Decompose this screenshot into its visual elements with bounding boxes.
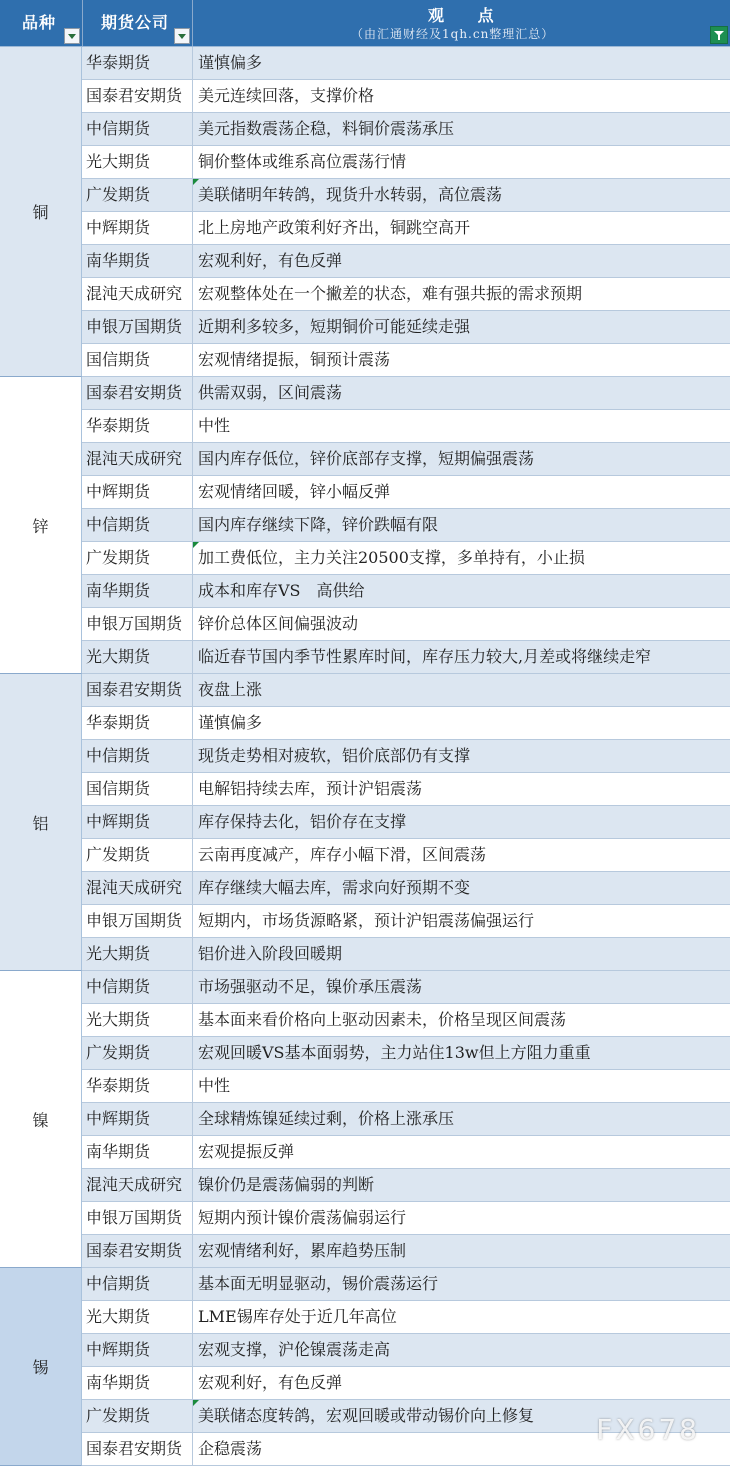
view-cell[interactable]: 电解铝持续去库，预计沪铝震荡 xyxy=(198,779,423,798)
view-cell[interactable]: 锌价总体区间偏强波动 xyxy=(198,614,359,633)
table-row xyxy=(82,410,730,443)
table-row xyxy=(82,212,730,245)
table-row xyxy=(82,608,730,641)
company-cell[interactable]: 光大期货 xyxy=(82,1301,193,1333)
group-rows xyxy=(82,377,730,674)
view-cell[interactable]: LME锡库存处于近几年高位 xyxy=(198,1307,397,1326)
company-cell[interactable]: 华泰期货 xyxy=(82,47,193,79)
header-view-title: 观 点 xyxy=(428,6,508,25)
table-row xyxy=(82,278,730,311)
company-cell[interactable]: 混沌天成研究 xyxy=(82,1169,193,1201)
group-2 xyxy=(0,674,730,971)
company-cell[interactable]: 光大期货 xyxy=(82,1004,193,1036)
table-row xyxy=(82,509,730,542)
group-0 xyxy=(0,47,730,377)
view-cell[interactable]: 北上房地产政策利好齐出，铜跳空高开 xyxy=(198,218,471,237)
company-cell[interactable]: 中辉期货 xyxy=(82,806,193,838)
cell-comment-indicator-icon xyxy=(193,179,199,185)
company-cell[interactable]: 中信期货 xyxy=(82,509,193,541)
view-cell[interactable]: 基本面无明显驱动，锡价震荡运行 xyxy=(198,1274,439,1293)
table-row xyxy=(82,1169,730,1202)
watermark-logo: FX678 xyxy=(596,1413,700,1446)
view-cell[interactable]: 宏观支撑，沪伦镍震荡走高 xyxy=(198,1340,391,1359)
table-row xyxy=(82,1235,730,1268)
table-row xyxy=(82,179,730,212)
table-header xyxy=(0,0,730,47)
view-cell[interactable]: 镍价仍是震荡偏弱的判断 xyxy=(198,1175,375,1194)
company-cell[interactable]: 南华期货 xyxy=(82,575,193,607)
cell-comment-indicator-icon xyxy=(193,542,199,548)
view-cell[interactable]: 谨慎偏多 xyxy=(198,53,263,72)
view-filter-active-icon[interactable] xyxy=(710,26,728,44)
table-row xyxy=(82,1268,730,1301)
view-cell[interactable]: 现货走势相对疲软，铝价底部仍有支撑 xyxy=(198,746,471,765)
table-body xyxy=(0,47,730,1466)
table-row xyxy=(82,1301,730,1334)
company-cell[interactable]: 广发期货 xyxy=(82,179,193,211)
view-cell[interactable]: 美联储态度转鸽，宏观回暖或带动锡价向上修复 xyxy=(198,1406,535,1425)
table-row xyxy=(82,971,730,1004)
table-row xyxy=(82,47,730,80)
category-cell[interactable]: 铝 xyxy=(0,674,82,971)
company-cell[interactable]: 中信期货 xyxy=(82,1268,193,1300)
header-view xyxy=(193,0,730,46)
table-row xyxy=(82,674,730,707)
view-cell[interactable]: 国内库存低位，锌价底部存支撑，短期偏强震荡 xyxy=(198,449,535,468)
table-row xyxy=(82,1367,730,1400)
company-cell[interactable]: 南华期货 xyxy=(82,1136,193,1168)
company-cell[interactable]: 华泰期货 xyxy=(82,707,193,739)
table-row xyxy=(82,938,730,971)
view-cell[interactable]: 美联储明年转鸽，现货升水转弱，高位震荡 xyxy=(198,185,503,204)
view-cell[interactable]: 宏观情绪利好，累库趋势压制 xyxy=(198,1241,407,1260)
header-company xyxy=(82,0,193,46)
company-cell[interactable]: 国泰君安期货 xyxy=(82,80,193,112)
table-row xyxy=(82,575,730,608)
company-cell[interactable]: 国泰君安期货 xyxy=(82,377,193,409)
group-rows xyxy=(82,674,730,971)
company-cell[interactable]: 南华期货 xyxy=(82,245,193,277)
group-rows xyxy=(82,971,730,1268)
cell-comment-indicator-icon xyxy=(193,1400,199,1406)
view-cell[interactable]: 中性 xyxy=(198,1076,231,1095)
company-cell[interactable]: 混沌天成研究 xyxy=(82,278,193,310)
company-cell[interactable]: 混沌天成研究 xyxy=(82,443,193,475)
view-cell[interactable]: 宏观情绪提振，铜预计震荡 xyxy=(198,350,391,369)
view-cell[interactable]: 供需双弱，区间震荡 xyxy=(198,383,343,402)
table-row xyxy=(82,377,730,410)
table-row xyxy=(82,245,730,278)
company-cell[interactable]: 申银万国期货 xyxy=(82,608,193,640)
company-cell[interactable]: 华泰期货 xyxy=(82,410,193,442)
table-row xyxy=(82,311,730,344)
category-cell[interactable]: 铜 xyxy=(0,47,82,377)
company-cell[interactable]: 中信期货 xyxy=(82,740,193,772)
company-cell[interactable]: 中信期货 xyxy=(82,971,193,1003)
company-cell[interactable]: 南华期货 xyxy=(82,1367,193,1399)
header-company-label: 期货公司 xyxy=(101,13,170,32)
company-cell[interactable]: 广发期货 xyxy=(82,1400,193,1432)
table-row xyxy=(82,1136,730,1169)
table-row xyxy=(82,905,730,938)
view-cell[interactable]: 宏观回暖VS基本面弱势，主力站住13w但上方阻力重重 xyxy=(198,1043,591,1062)
company-cell[interactable]: 中辉期货 xyxy=(82,1334,193,1366)
table-row xyxy=(82,1202,730,1235)
table-row xyxy=(82,146,730,179)
company-cell[interactable]: 混沌天成研究 xyxy=(82,872,193,904)
view-cell[interactable]: 库存保持去化，铝价存在支撑 xyxy=(198,812,407,831)
company-cell[interactable]: 光大期货 xyxy=(82,641,193,673)
view-cell[interactable]: 美元指数震荡企稳，料铜价震荡承压 xyxy=(198,119,455,138)
company-cell[interactable]: 国信期货 xyxy=(82,773,193,805)
company-filter-dropdown-icon[interactable] xyxy=(174,28,190,44)
header-category xyxy=(0,0,83,46)
table-row xyxy=(82,80,730,113)
company-cell[interactable]: 申银万国期货 xyxy=(82,905,193,937)
view-cell[interactable]: 铝价进入阶段回暖期 xyxy=(198,944,343,963)
view-cell[interactable]: 夜盘上涨 xyxy=(198,680,263,699)
table-row xyxy=(82,707,730,740)
view-cell[interactable]: 近期利多较多，短期铜价可能延续走强 xyxy=(198,317,471,336)
table-row xyxy=(82,344,730,377)
category-filter-dropdown-icon[interactable] xyxy=(64,28,80,44)
category-cell[interactable]: 镍 xyxy=(0,971,82,1268)
table-row xyxy=(82,542,730,575)
company-cell[interactable]: 国泰君安期货 xyxy=(82,1235,193,1267)
view-cell[interactable]: 美元连续回落，支撑价格 xyxy=(198,86,375,105)
table-row xyxy=(82,1334,730,1367)
view-cell[interactable]: 云南再度减产，库存小幅下滑，区间震荡 xyxy=(198,845,487,864)
view-cell[interactable]: 铜价整体或维系高位震荡行情 xyxy=(198,152,407,171)
company-cell[interactable]: 华泰期货 xyxy=(82,1070,193,1102)
group-3 xyxy=(0,971,730,1268)
company-cell[interactable]: 光大期货 xyxy=(82,146,193,178)
view-cell[interactable]: 宏观情绪回暖，锌小幅反弹 xyxy=(198,482,391,501)
company-cell[interactable]: 广发期货 xyxy=(82,839,193,871)
table-row xyxy=(82,806,730,839)
company-cell[interactable]: 国泰君安期货 xyxy=(82,1433,193,1465)
view-cell[interactable]: 全球精炼镍延续过剩，价格上涨承压 xyxy=(198,1109,455,1128)
company-cell[interactable]: 中辉期货 xyxy=(82,476,193,508)
company-cell[interactable]: 申银万国期货 xyxy=(82,1202,193,1234)
company-cell[interactable]: 申银万国期货 xyxy=(82,311,193,343)
view-cell[interactable]: 库存继续大幅去库，需求向好预期不变 xyxy=(198,878,471,897)
view-cell[interactable]: 基本面来看价格向上驱动因素未，价格呈现区间震荡 xyxy=(198,1010,567,1029)
header-category-label: 品种 xyxy=(22,13,57,32)
view-cell[interactable]: 宏观提振反弹 xyxy=(198,1142,295,1161)
company-cell[interactable]: 中辉期货 xyxy=(82,1103,193,1135)
company-cell[interactable]: 国泰君安期货 xyxy=(82,674,193,706)
view-cell[interactable]: 短期内预计镍价震荡偏弱运行 xyxy=(198,1208,407,1227)
table-row xyxy=(82,740,730,773)
view-cell[interactable]: 短期内，市场货源略紧，预计沪铝震荡偏强运行 xyxy=(198,911,535,930)
category-cell[interactable]: 锡 xyxy=(0,1268,82,1466)
table-row xyxy=(82,1070,730,1103)
table-row xyxy=(82,476,730,509)
table-row xyxy=(82,872,730,905)
company-cell[interactable]: 光大期货 xyxy=(82,938,193,970)
view-cell[interactable]: 谨慎偏多 xyxy=(198,713,263,732)
view-cell[interactable]: 宏观利好，有色反弹 xyxy=(198,1373,343,1392)
group-1 xyxy=(0,377,730,674)
view-cell[interactable]: 成本和库存VS 高供给 xyxy=(198,581,365,600)
company-cell[interactable]: 国信期货 xyxy=(82,344,193,376)
table-row xyxy=(82,1103,730,1136)
company-cell[interactable]: 广发期货 xyxy=(82,542,193,574)
view-cell[interactable]: 加工费低位，主力关注20500支撑，多单持有，小止损 xyxy=(198,548,585,567)
group-rows xyxy=(82,47,730,377)
view-cell[interactable]: 市场强驱动不足，镍价承压震荡 xyxy=(198,977,423,996)
table-row xyxy=(82,773,730,806)
view-cell[interactable]: 国内库存继续下降，锌价跌幅有限 xyxy=(198,515,439,534)
table-row xyxy=(82,1037,730,1070)
view-cell[interactable]: 临近春节国内季节性累库时间，库存压力较大,月差或将继续走窄 xyxy=(198,647,652,666)
table-row xyxy=(82,1004,730,1037)
table-row xyxy=(82,113,730,146)
view-cell[interactable]: 企稳震荡 xyxy=(198,1439,263,1458)
table-row xyxy=(82,443,730,476)
company-cell[interactable]: 广发期货 xyxy=(82,1037,193,1069)
view-cell[interactable]: 宏观整体处在一个撇差的状态，难有强共振的需求预期 xyxy=(198,284,583,303)
company-cell[interactable]: 中辉期货 xyxy=(82,212,193,244)
company-cell[interactable]: 中信期货 xyxy=(82,113,193,145)
category-cell[interactable]: 锌 xyxy=(0,377,82,674)
view-cell[interactable]: 宏观利好，有色反弹 xyxy=(198,251,343,270)
header-view-subtitle: （由汇通财经及1qh.cn整理汇总） xyxy=(351,27,555,41)
table-row xyxy=(82,641,730,674)
view-cell[interactable]: 中性 xyxy=(198,416,231,435)
table-row xyxy=(82,839,730,872)
